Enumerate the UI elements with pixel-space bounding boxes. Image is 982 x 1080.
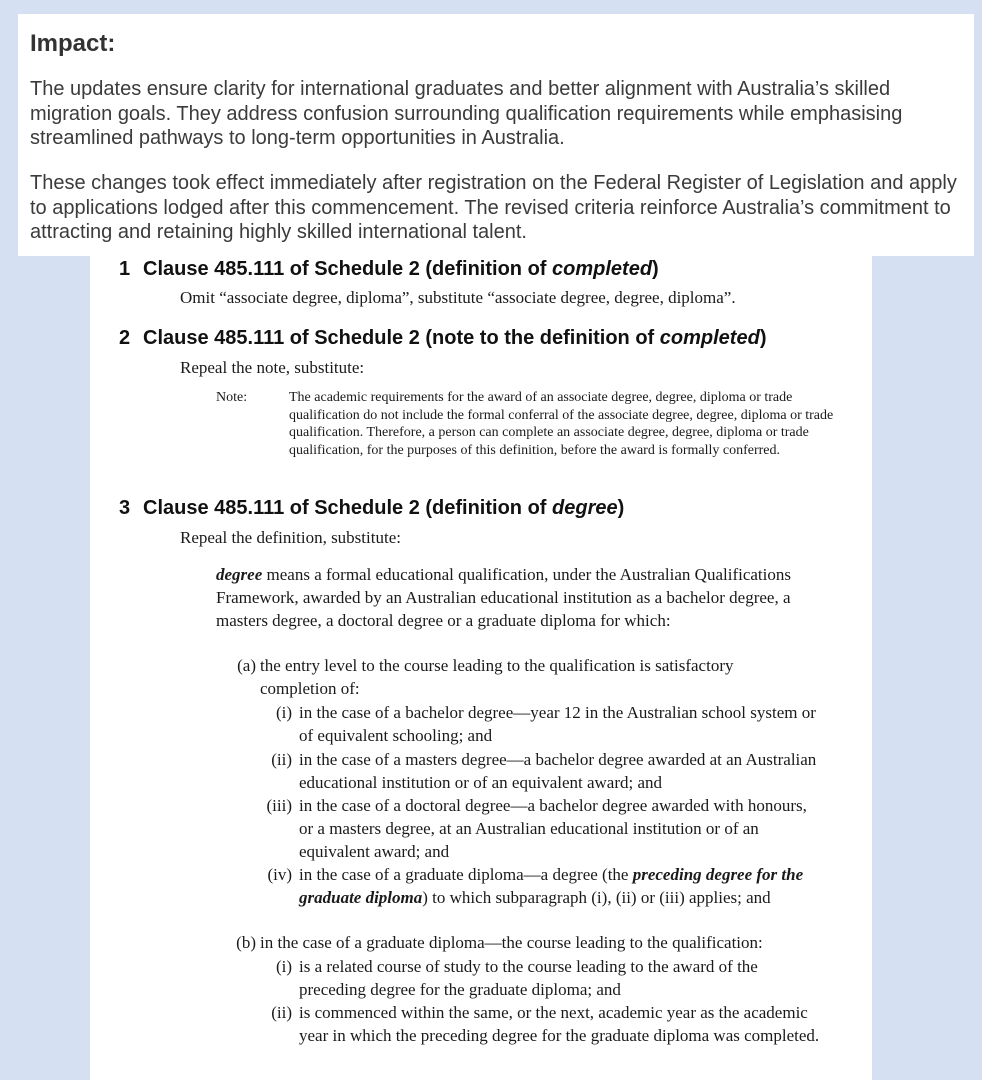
para-b-i-label: (i) — [275, 957, 292, 976]
item-3-text: Repeal the definition, substitute: — [180, 528, 401, 547]
para-b-ii-label: (ii) — [271, 1003, 292, 1022]
legislation-extract — [90, 255, 872, 1080]
item-2-text: Repeal the note, substitute: — [180, 358, 365, 377]
degree-term: degree — [216, 565, 263, 584]
para-a-i-text: in the case of a bachelor degree—year 12 in the Australian school system or of equivalent schooling; and — [299, 703, 816, 745]
para-b-ii-text: is commenced within the same, or the next, academic year as the academic year in which the preceding degree for the graduate diploma was completed. — [299, 1003, 820, 1045]
impact-paragraph-1: The updates ensure clarity for international graduates and better alignment with Australia’s skilled migration goals. They address confusion surrounding qualification requirements while emphasising streamlined pathways to long-term opportunities in Australia. — [30, 78, 903, 149]
para-b-i-text: is a related course of study to the course leading to the award of the preceding degree for the graduate diploma; and — [299, 957, 758, 999]
item-3-heading: 3 Clause 485.111 of Schedule 2 (definition of degree) — [119, 497, 625, 519]
para-a-label: (a) — [237, 656, 256, 675]
degree-definition: degree means a formal educational qualification, under the Australian Qualifications Framework, awarded by an Australian educational institution as a bachelor degree, a masters degree, a doctoral degree or a graduate diploma for which: — [216, 565, 791, 630]
para-a-iv-label: (iv) — [267, 865, 292, 884]
para-a-iv-text: in the case of a graduate diploma—a degree (the preceding degree for the graduate diploma) to which subparagraph (i), (ii) or (iii) applies; and — [299, 865, 804, 907]
impact-title: Impact: — [30, 30, 116, 57]
para-a-ii-label: (ii) — [271, 750, 292, 769]
para-b-label: (b) — [236, 933, 256, 952]
preceding-degree-term: preceding degree for the graduate diploma — [299, 865, 804, 907]
item-2-heading: 2 Clause 485.111 of Schedule 2 (note to the definition of completed) — [119, 327, 767, 349]
para-a-text: the entry level to the course leading to the qualification is satisfactory completion of: — [260, 656, 734, 698]
note-text: The academic requirements for the award of an associate degree, degree, diploma or trade qualification do not include the formal conferral of the associate degree, degree, diploma or trade qualification. Therefore, a person can complete an associate degree, degree, diploma or trade qualification, for the purposes of this definition, before the award is formally conferred. — [289, 390, 834, 458]
item-1-heading: 1 Clause 485.111 of Schedule 2 (definition of completed) — [119, 258, 659, 280]
para-a-iii-text: in the case of a doctoral degree—a bachelor degree awarded with honours, or a masters degree, at an Australian educational institution or of an equivalent award; and — [299, 796, 807, 861]
para-a-iii-label: (iii) — [266, 796, 292, 815]
impact-paragraph-2: These changes took effect immediately after registration on the Federal Register of Legislation and apply to applications lodged after this commencement. The revised criteria reinforce Australia’s commitment to attracting and retaining highly skilled international talent. — [30, 172, 957, 243]
item-1-text: Omit “associate degree, diploma”, substitute “associate degree, degree, diploma”. — [180, 288, 736, 307]
para-a-ii-text: in the case of a masters degree—a bachelor degree awarded at an Australian educational institution or of an equivalent award; and — [299, 750, 817, 792]
note-label: Note: — [216, 390, 248, 405]
para-a-i-label: (i) — [275, 703, 292, 722]
impact-card — [18, 14, 974, 256]
para-b-text: in the case of a graduate diploma—the course leading to the qualification: — [260, 933, 763, 952]
